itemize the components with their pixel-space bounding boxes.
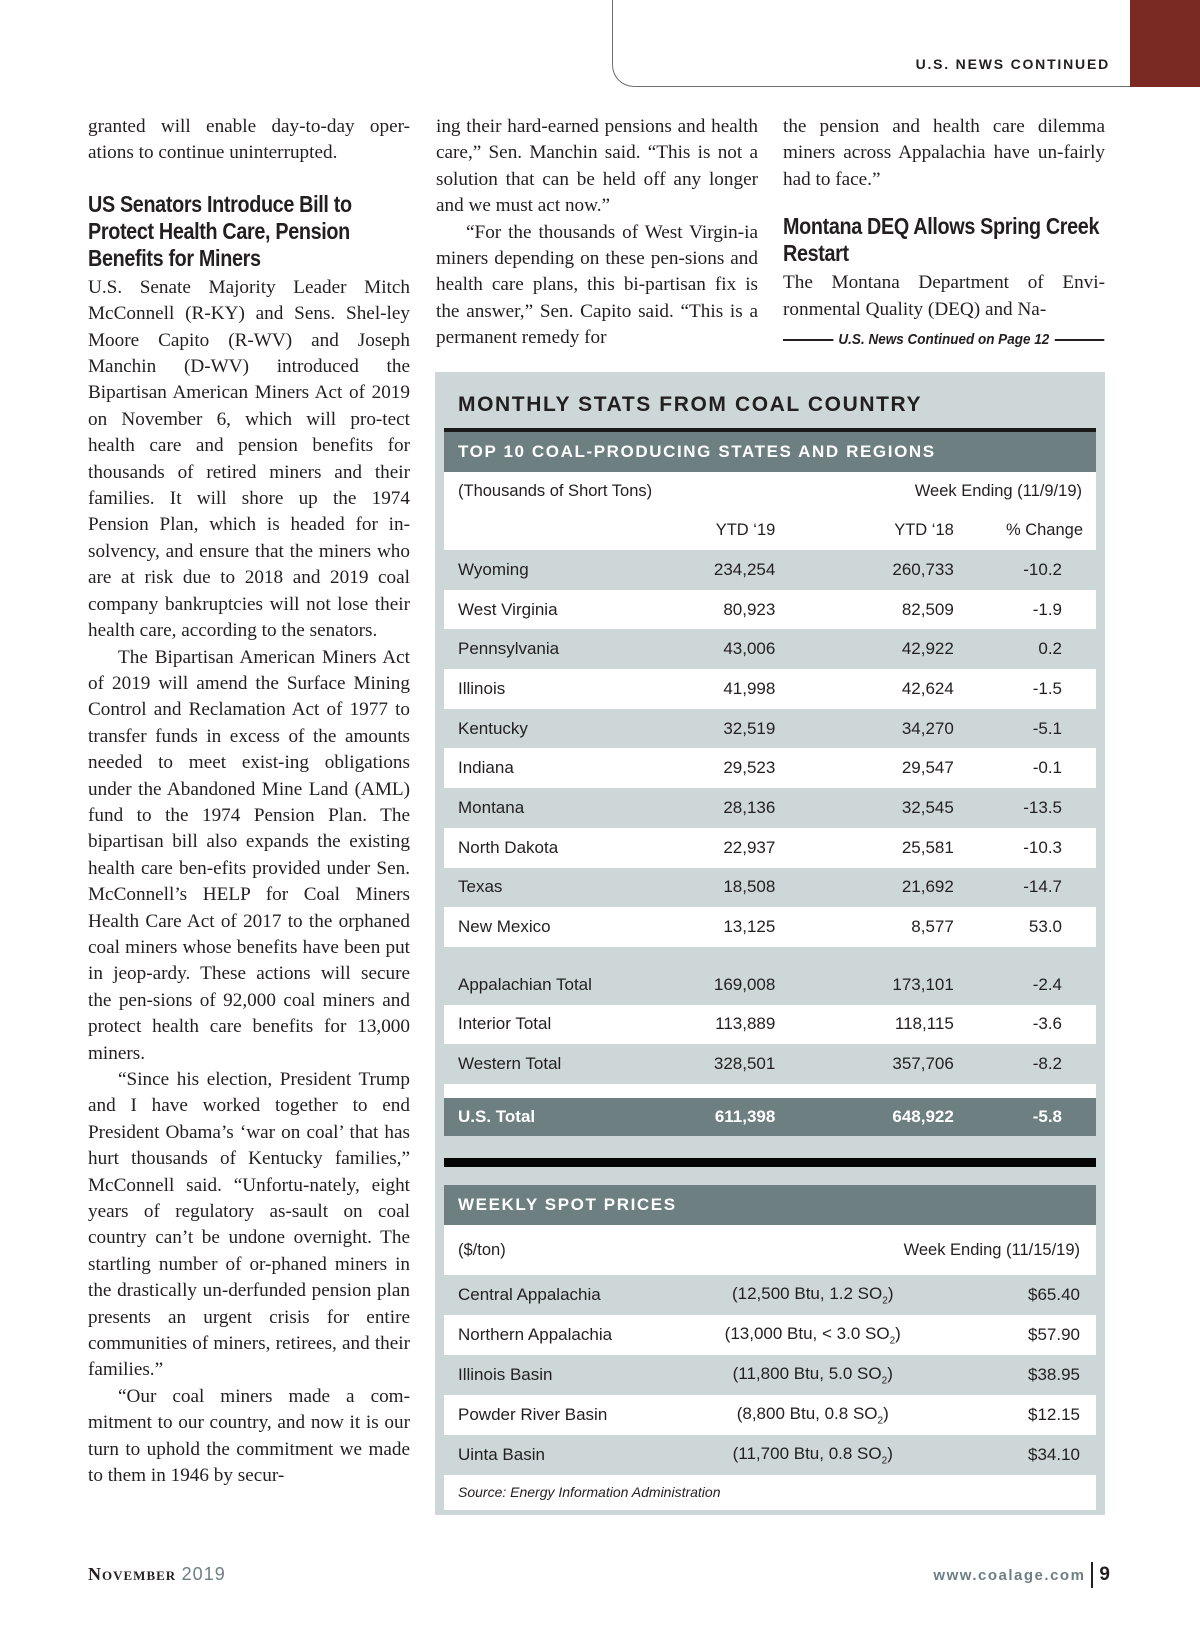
change-cell: 53.0 [954,907,1096,947]
spec-text: (13,000 Btu, < 3.0 SO [724,1323,890,1343]
ytd19-cell: 29,523 [668,748,775,788]
table-row [444,788,1096,828]
stats-title: MONTHLY STATS FROM COAL COUNTRY [458,393,923,416]
row-label: North Dakota [444,828,668,868]
ytd18-cell: 32,545 [775,788,953,828]
header-cell-empty [444,510,668,550]
row-label: Montana [444,788,668,828]
spec-text: (12,500 Btu, 1.2 SO [731,1283,883,1303]
spec-cell [668,1395,957,1435]
region-row [444,1005,1096,1045]
total-row [444,1098,1096,1136]
ytd19-cell: 169,008 [668,965,775,1005]
footer-url[interactable]: www.coalage.com [933,1566,1086,1584]
spot-row [444,1355,1096,1395]
table-row [444,868,1096,908]
spec-close: ) [895,1323,901,1343]
ytd18-cell: 42,922 [775,629,953,669]
basin-label: Illinois Basin [444,1355,668,1395]
spacer-cell [444,1084,1096,1098]
paragraph: “Since his election, President Trump and I have worked together to end President Obama’s ‘war on coal’ that has hurt thousands of Kentucky families,” McConnell said. “Unfortu-nately, eight years of regulatory as-sault on coal country can’t be undone overnight. The startling number of or-phaned miners in the drastically un-derfunded pension plan presents an urgent crisis for entire communities of miners, retirees, and their families.” [88,1069,410,1381]
spec-cell [668,1275,957,1315]
paragraph: The Bipartisan American Miners Act of 2019 will amend the Surface Mining Control and Reclamation Act of 1977 to transfer funds in excess of the amounts needed to meet exist-ing obligations under the Abandoned Mine Land (AML) fund to the 1974 Pension Plan. The bipartisan bill also expands the existing health care ben-efits provided under Sen. McConnell’s HELP for Coal Miners Health Care Act of 2017 to the orphaned coal miners whose benefits have been put in jeop-ardy. These actions will secure the pen-sions of 92,000 coal miners and protect health care benefits for 13,000 miners. [88,646,410,1064]
spot-row [444,1275,1096,1315]
table-row [444,748,1096,788]
paragraph: “Our coal miners made a com-mitment to our country, and now it is our turn to uphold the commitment we made to them in 1946 by secur- [88,1385,410,1487]
spot-row [444,1395,1096,1435]
table-row [444,550,1096,590]
ytd18-cell: 25,581 [775,828,953,868]
table-row [444,629,1096,669]
change-cell: -8.2 [954,1044,1096,1084]
ytd19-cell: 41,998 [668,669,775,709]
ytd19-cell: 113,889 [668,1005,775,1045]
ytd19-cell: 32,519 [668,709,775,749]
row-label: Texas [444,868,668,908]
change-cell: 0.2 [954,629,1096,669]
spec-cell [668,1435,957,1475]
spec-subscript: 2 [889,1335,896,1347]
ytd18-cell: 21,692 [775,868,953,908]
spot-row [444,1315,1096,1355]
spot-meta [444,1225,1096,1275]
spacer-cell [444,947,1096,965]
table-row [444,669,1096,709]
article-column-3 [783,114,1105,353]
ytd18-cell: 29,547 [775,748,953,788]
row-label: Appalachian Total [444,965,668,1005]
row-label: Illinois [444,669,668,709]
row-label: New Mexico [444,907,668,947]
rule-right [1055,339,1105,341]
footer-site [933,1562,1110,1588]
change-cell: -0.1 [954,748,1096,788]
section-label: U.S. NEWS CONTINUED [915,56,1110,72]
ytd18-cell: 42,624 [775,669,953,709]
header-ytd19: YTD ‘19 [668,510,775,550]
rule-left [783,339,833,341]
header-tab [612,0,1132,87]
spec-subscript: 2 [877,1415,884,1427]
change-cell: -1.9 [954,590,1096,630]
spacer-row [444,947,1096,965]
units-label: ($/ton) [458,1240,506,1259]
spot-table [444,1275,1096,1475]
spec-close: ) [883,1403,889,1423]
ytd18-cell: 260,733 [775,550,953,590]
basin-label: Northern Appalachia [444,1315,668,1355]
article-heading: Montana DEQ Allows Spring Creek Restart [783,213,1100,267]
footer-year: 2019 [181,1564,226,1584]
basin-label: Central Appalachia [444,1275,668,1315]
footer-divider [1091,1562,1093,1588]
spec-text: (11,800 Btu, 5.0 SO [732,1363,882,1383]
article-heading: US Senators Introduce Bill to Protect Health Care, Pension Benefits for Miners [88,190,352,271]
spot-row [444,1435,1096,1475]
change-cell: -14.7 [954,868,1096,908]
footer-issue-date [88,1564,226,1585]
change-cell: -10.3 [954,828,1096,868]
spec-close: ) [887,1363,893,1383]
price-cell: $12.15 [957,1395,1096,1435]
price-cell: $65.40 [957,1275,1096,1315]
week-ending-label: Week Ending (11/15/19) [903,1240,1080,1259]
stats-box [435,372,1105,1515]
table-row [444,709,1096,749]
top10-body [444,550,1096,1136]
spec-subscript: 2 [881,1455,888,1467]
top10-section-title: TOP 10 COAL-PRODUCING STATES AND REGIONS [444,432,1096,472]
ytd18-cell: 34,270 [775,709,953,749]
price-cell: $57.90 [957,1315,1096,1355]
table-header-row [444,510,1096,550]
change-cell: -13.5 [954,788,1096,828]
spec-close: ) [887,1283,894,1303]
article-column-1 [88,114,410,1490]
change-cell: -2.4 [954,965,1096,1005]
source-note: Source: Energy Information Administration [444,1475,1096,1510]
ytd19-cell: 234,254 [668,550,775,590]
paragraph: “For the thousands of West Virgin-ia miners depending on these pen-sions and health care plans, this bi-partisan fix is the answer,” Sen. Capito said. “This is a permanent remedy for [436,221,758,349]
row-label: Western Total [444,1044,668,1084]
ytd19-cell: 611,398 [668,1098,775,1136]
ytd18-cell: 648,922 [775,1098,953,1136]
paragraph: ing their hard-earned pensions and health care,” Sen. Manchin said. “This is not a solution that can be held off any longer and we must act now.” [436,116,758,217]
spec-subscript: 2 [881,1375,888,1387]
top10-meta [444,472,1096,510]
change-cell: -3.6 [954,1005,1096,1045]
spec-text: (11,700 Btu, 0.8 SO [732,1443,882,1463]
page-number: 9 [1099,1564,1110,1585]
table-row [444,907,1096,947]
ytd19-cell: 28,136 [668,788,775,828]
row-label: U.S. Total [444,1098,668,1136]
section-divider-bar [444,1158,1096,1167]
table-row [444,590,1096,630]
row-label: Kentucky [444,709,668,749]
spot-section-title: WEEKLY SPOT PRICES [444,1185,1096,1225]
ytd19-cell: 22,937 [668,828,775,868]
article-column-2 [436,114,758,352]
section-gap [444,1167,1096,1185]
spot-body [444,1275,1096,1475]
ytd19-cell: 80,923 [668,590,775,630]
header-accent-bar [1130,0,1200,87]
footer-month: November [88,1564,177,1584]
row-label: Pennsylvania [444,629,668,669]
row-label: Wyoming [444,550,668,590]
change-cell: -1.5 [954,669,1096,709]
ytd18-cell: 82,509 [775,590,953,630]
units-label: (Thousands of Short Tons) [458,482,653,500]
change-cell: -5.8 [954,1098,1096,1136]
change-cell: -5.1 [954,709,1096,749]
ytd18-cell: 8,577 [775,907,953,947]
ytd18-cell: 118,115 [775,1005,953,1045]
ytd18-cell: 173,101 [775,965,953,1005]
spec-text: (8,800 Btu, 0.8 SO [736,1403,878,1423]
basin-label: Powder River Basin [444,1395,668,1435]
ytd19-cell: 18,508 [668,868,775,908]
spacer-row [444,1084,1096,1098]
region-row [444,965,1096,1005]
price-cell: $38.95 [957,1355,1096,1395]
paragraph: U.S. Senate Majority Leader Mitch McConnell (R-KY) and Sens. Shel-ley Moore Capito (R-WV) and Joseph Manchin (D-WV) introduced the Bipartisan American Miners Act of 2019 on November 6, which will pro-tect health care and pension benefits for thousands of retired miners and their families. It will shore up the 1974 Pension Plan, which is headed for in-solvency, and ensure that the miners who are at risk due to 2018 and 2019 coal company bankruptcies will not lose their health care, according to the senators. [88,276,410,642]
row-label: Indiana [444,748,668,788]
table-row [444,828,1096,868]
continued-label: U.S. News Continued on Page 12 [838,331,1050,349]
spec-subscript: 2 [882,1295,888,1307]
ytd19-cell: 328,501 [668,1044,775,1084]
week-ending-label: Week Ending (11/9/19) [914,482,1082,500]
spec-cell [668,1355,957,1395]
price-cell: $34.10 [957,1435,1096,1475]
ytd19-cell: 43,006 [668,629,775,669]
top10-table [444,510,1096,1136]
spec-cell [668,1315,957,1355]
ytd18-cell: 357,706 [775,1044,953,1084]
header-ytd18: YTD ‘18 [775,510,953,550]
paragraph: The Montana Department of Envi-ronmental Quality (DEQ) and Na- [783,272,1105,320]
paragraph: the pension and health care dilemma miners across Appalachia have un-fairly had to face.” [783,116,1105,190]
header-change: % Change [954,510,1096,550]
row-label: West Virginia [444,590,668,630]
change-cell: -10.2 [954,550,1096,590]
row-label: Interior Total [444,1005,668,1045]
spec-close: ) [887,1443,893,1463]
ytd19-cell: 13,125 [668,907,775,947]
region-row [444,1044,1096,1084]
paragraph: granted will enable day-to-day oper-ations to continue uninterrupted. [88,116,410,164]
basin-label: Uinta Basin [444,1435,668,1475]
continued-link[interactable] [783,327,1105,353]
